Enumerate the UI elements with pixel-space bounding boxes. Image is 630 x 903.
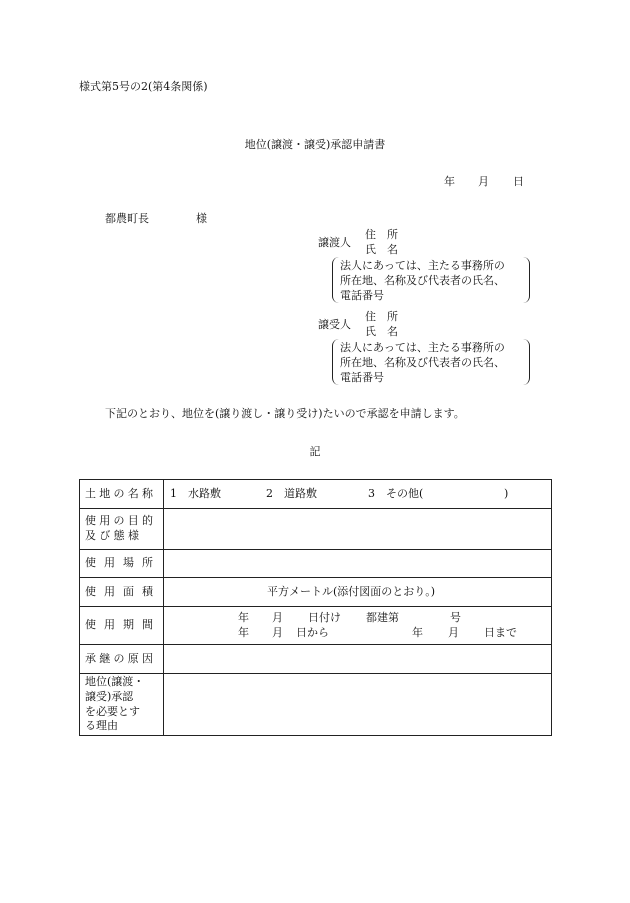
body-text: 下記のとおり、地位を(譲り渡し・譲り受け)たいので承認を申請します。 bbox=[105, 407, 465, 420]
period-label: 使 用 期 間 bbox=[85, 618, 153, 632]
cause-label: 承 継 の 原 因 bbox=[85, 651, 153, 665]
transferee-name-label: 氏 名 bbox=[365, 325, 398, 338]
table-row-land-name bbox=[80, 480, 552, 509]
period-l2-month2: 月 bbox=[448, 626, 459, 639]
table-row-cause bbox=[80, 645, 552, 674]
period-l1-year: 年 bbox=[238, 611, 249, 624]
transferor-role: 譲渡人 bbox=[318, 236, 351, 249]
period-l1-permit: 都建第 bbox=[366, 611, 399, 624]
transferor-note bbox=[340, 258, 526, 303]
period-l1-dated: 日付け bbox=[308, 611, 341, 624]
land-option-other: 3 その他( bbox=[368, 487, 424, 500]
cause-label-cell bbox=[80, 645, 164, 674]
reason-label-line: 地位(譲渡・ bbox=[85, 674, 145, 688]
area-label-cell bbox=[80, 578, 164, 607]
transferor-note-line: 電話番号 bbox=[340, 289, 384, 302]
reason-label-line: 譲受)承認 bbox=[85, 689, 134, 703]
application-table bbox=[79, 479, 552, 736]
transferor-name-label: 氏 名 bbox=[365, 243, 398, 256]
date-day: 日 bbox=[513, 175, 524, 188]
period-l2-from: 日から bbox=[296, 626, 329, 639]
location-label-cell bbox=[80, 550, 164, 578]
land-option-other-close: ) bbox=[504, 487, 509, 500]
purpose-value-cell[interactable] bbox=[164, 509, 552, 550]
period-l2-year: 年 bbox=[238, 626, 249, 639]
purpose-label-line2: 及 び 態 様 bbox=[85, 529, 139, 542]
transferor-note-line: 法人にあっては、主たる事務所の bbox=[340, 259, 505, 272]
land-name-label-cell bbox=[80, 480, 164, 509]
reason-label-cell bbox=[80, 674, 164, 736]
transferor-address-label: 住 所 bbox=[365, 228, 398, 241]
period-l2-until: 日まで bbox=[484, 626, 517, 639]
table-row-area bbox=[80, 578, 552, 607]
location-value-cell[interactable] bbox=[164, 550, 552, 578]
transferee-role: 譲受人 bbox=[318, 318, 351, 331]
addressee-honorific: 様 bbox=[196, 212, 207, 225]
area-label: 使 用 面 積 bbox=[85, 584, 153, 598]
table-row-period bbox=[80, 607, 552, 645]
ki-heading: 記 bbox=[309, 445, 321, 458]
period-label-cell bbox=[80, 607, 164, 645]
form-number: 様式第5号の2(第4条関係) bbox=[79, 80, 208, 93]
reason-label-line: る理由 bbox=[85, 719, 118, 733]
area-unit-text: 平方メートル(添付図面のとおり。) bbox=[267, 585, 436, 598]
transferee-note-line: 電話番号 bbox=[340, 371, 384, 384]
location-label: 使 用 場 所 bbox=[85, 556, 153, 570]
land-option-waterway: 1 水路敷 bbox=[170, 487, 221, 500]
cause-value-cell[interactable] bbox=[164, 645, 552, 674]
transferee-note bbox=[340, 340, 526, 385]
transferee-note-line: 所在地、名称及び代表者の氏名、 bbox=[340, 356, 505, 369]
transferee-address-label: 住 所 bbox=[365, 310, 398, 323]
land-name-label: 土 地 の 名 称 bbox=[85, 486, 153, 500]
table-row-reason bbox=[80, 674, 552, 736]
table-row-location bbox=[80, 550, 552, 578]
period-l2-month: 月 bbox=[272, 626, 283, 639]
area-value-cell[interactable] bbox=[164, 578, 552, 607]
reason-value-cell[interactable] bbox=[164, 674, 552, 736]
period-l1-month: 月 bbox=[272, 611, 283, 624]
purpose-label-cell bbox=[80, 509, 164, 550]
transferee-note-line: 法人にあっては、主たる事務所の bbox=[340, 341, 505, 354]
period-value-cell[interactable] bbox=[164, 607, 552, 645]
date-year: 年 bbox=[444, 175, 455, 188]
table-row-purpose bbox=[80, 509, 552, 550]
date-month: 月 bbox=[478, 175, 489, 188]
addressee-name: 都農町長 bbox=[105, 212, 149, 225]
land-option-road: 2 道路敷 bbox=[266, 487, 317, 500]
period-l1-number: 号 bbox=[450, 611, 461, 624]
page-title: 地位(譲渡・譲受)承認申請書 bbox=[244, 138, 386, 151]
reason-label-line: を必要とす bbox=[85, 704, 140, 718]
purpose-label-line1: 使 用 の 目 的 bbox=[85, 514, 153, 528]
transferor-note-line: 所在地、名称及び代表者の氏名、 bbox=[340, 274, 505, 287]
period-l2-year2: 年 bbox=[412, 626, 423, 639]
land-name-value-cell[interactable] bbox=[164, 480, 552, 509]
